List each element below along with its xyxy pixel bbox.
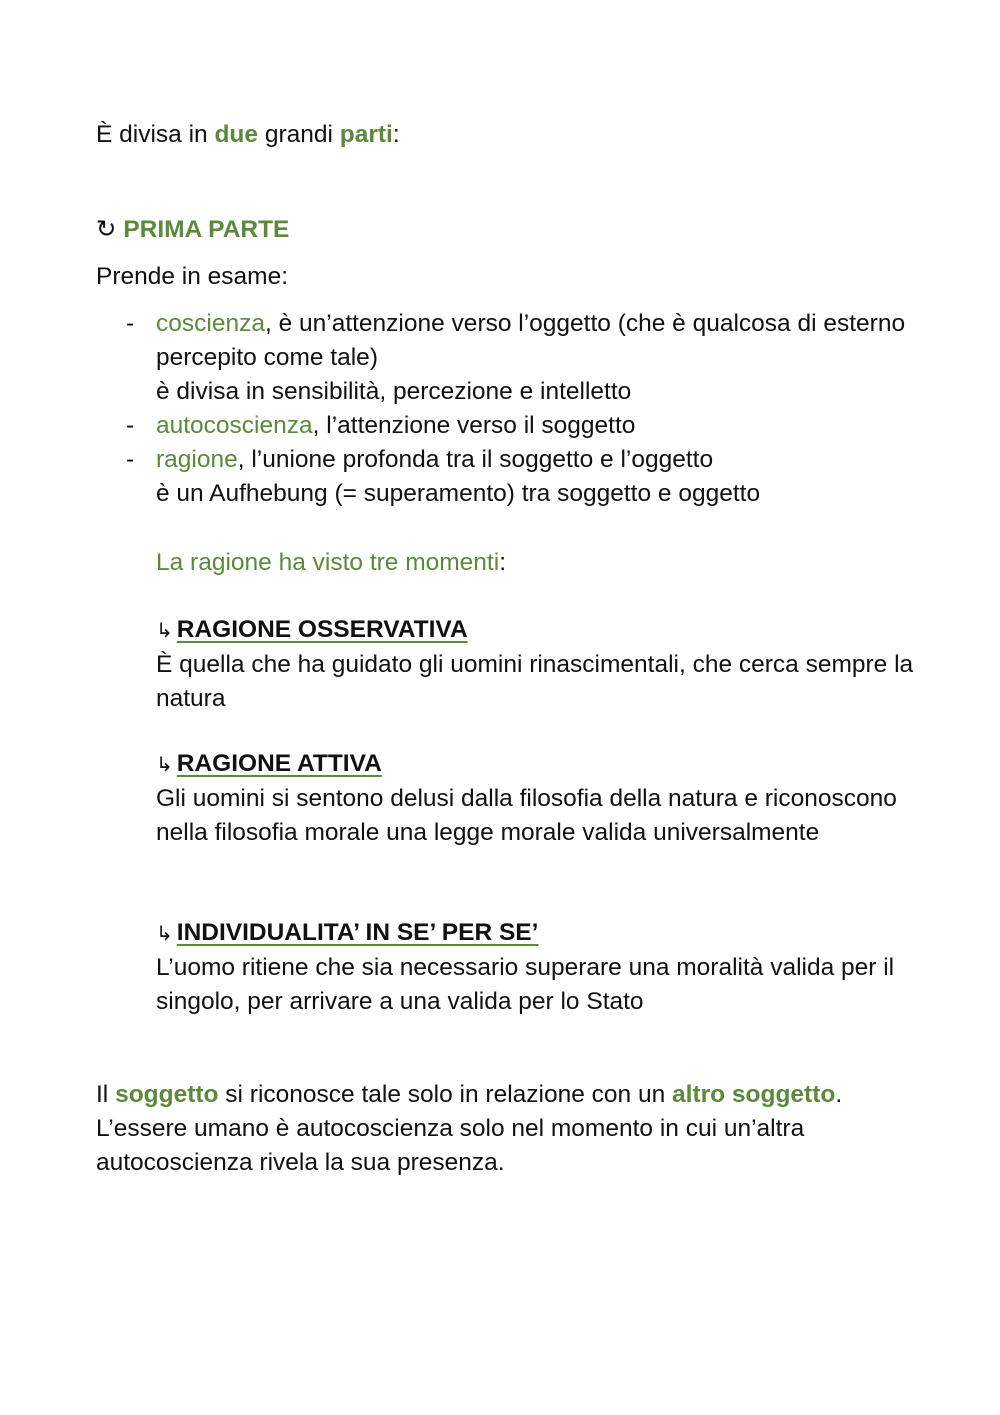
moment-heading (156, 747, 916, 782)
highlight-due: due (214, 121, 259, 148)
list-item: - autocoscienza, l’attenzione verso il soggetto (96, 409, 916, 443)
moment-heading (156, 613, 916, 648)
moment-text: L’uomo ritiene che sia necessario superare una moralità valida per il singolo, per arrivare a una valida per lo Stato (156, 954, 895, 1015)
topics-list (96, 307, 916, 511)
turn-arrow-icon: ↳ (156, 620, 173, 642)
closing-paragraph: Il soggetto si riconosce tale solo in relazione con un altro soggetto. L’essere umano è autocoscienza solo nel momento in cui un’altra autocoscienza rivela la sua presenza. (96, 1081, 843, 1176)
bullet-dash: - (126, 310, 135, 337)
highlight-altro-soggetto: altro soggetto (672, 1081, 836, 1108)
highlight-soggetto: soggetto (115, 1081, 219, 1108)
cycle-icon: ↻ (96, 216, 117, 243)
moment-text: Gli uomini si sentono delusi dalla filosofia della natura e riconoscono nella filosofia morale una legge morale valida universalmente (156, 785, 897, 846)
section-title: PRIMA PARTE (123, 216, 290, 243)
bullet-dash: - (126, 446, 135, 473)
moment-block (156, 916, 916, 1019)
turn-arrow-icon: ↳ (156, 923, 173, 945)
highlight-parti: parti (339, 121, 393, 148)
lead-text: Prende in esame: (96, 263, 289, 290)
term-ragione: ragione (156, 446, 238, 473)
term-autocoscienza: autocoscienza (156, 412, 313, 439)
list-item: - ragione, l’unione profonda tra il soggetto e l’oggetto è un Aufhebung (= superamento) tra soggetto e oggetto (96, 443, 916, 511)
moment-title: RAGIONE OSSERVATIVA (176, 616, 468, 643)
bullet-dash: - (126, 412, 135, 439)
term-coscienza: coscienza (156, 310, 265, 337)
moment-title: RAGIONE ATTIVA (176, 750, 382, 777)
moment-title: INDIVIDUALITA’ IN SE’ PER SE’ (176, 919, 539, 946)
moment-block (156, 613, 916, 716)
moment-block (156, 747, 916, 850)
ragione-intro: La ragione ha visto tre momenti: (156, 549, 506, 576)
moment-heading (156, 916, 916, 951)
intro-paragraph: È divisa in due grandi parti: (96, 121, 400, 148)
list-item: - coscienza, è un’attenzione verso l’oggetto (che è qualcosa di esterno percepito come tale) è divisa in sensibilità, percezione e intelletto (96, 307, 916, 409)
turn-arrow-icon: ↳ (156, 754, 173, 776)
section-heading (96, 213, 916, 247)
moment-text: È quella che ha guidato gli uomini rinascimentali, che cerca sempre la natura (156, 651, 914, 712)
